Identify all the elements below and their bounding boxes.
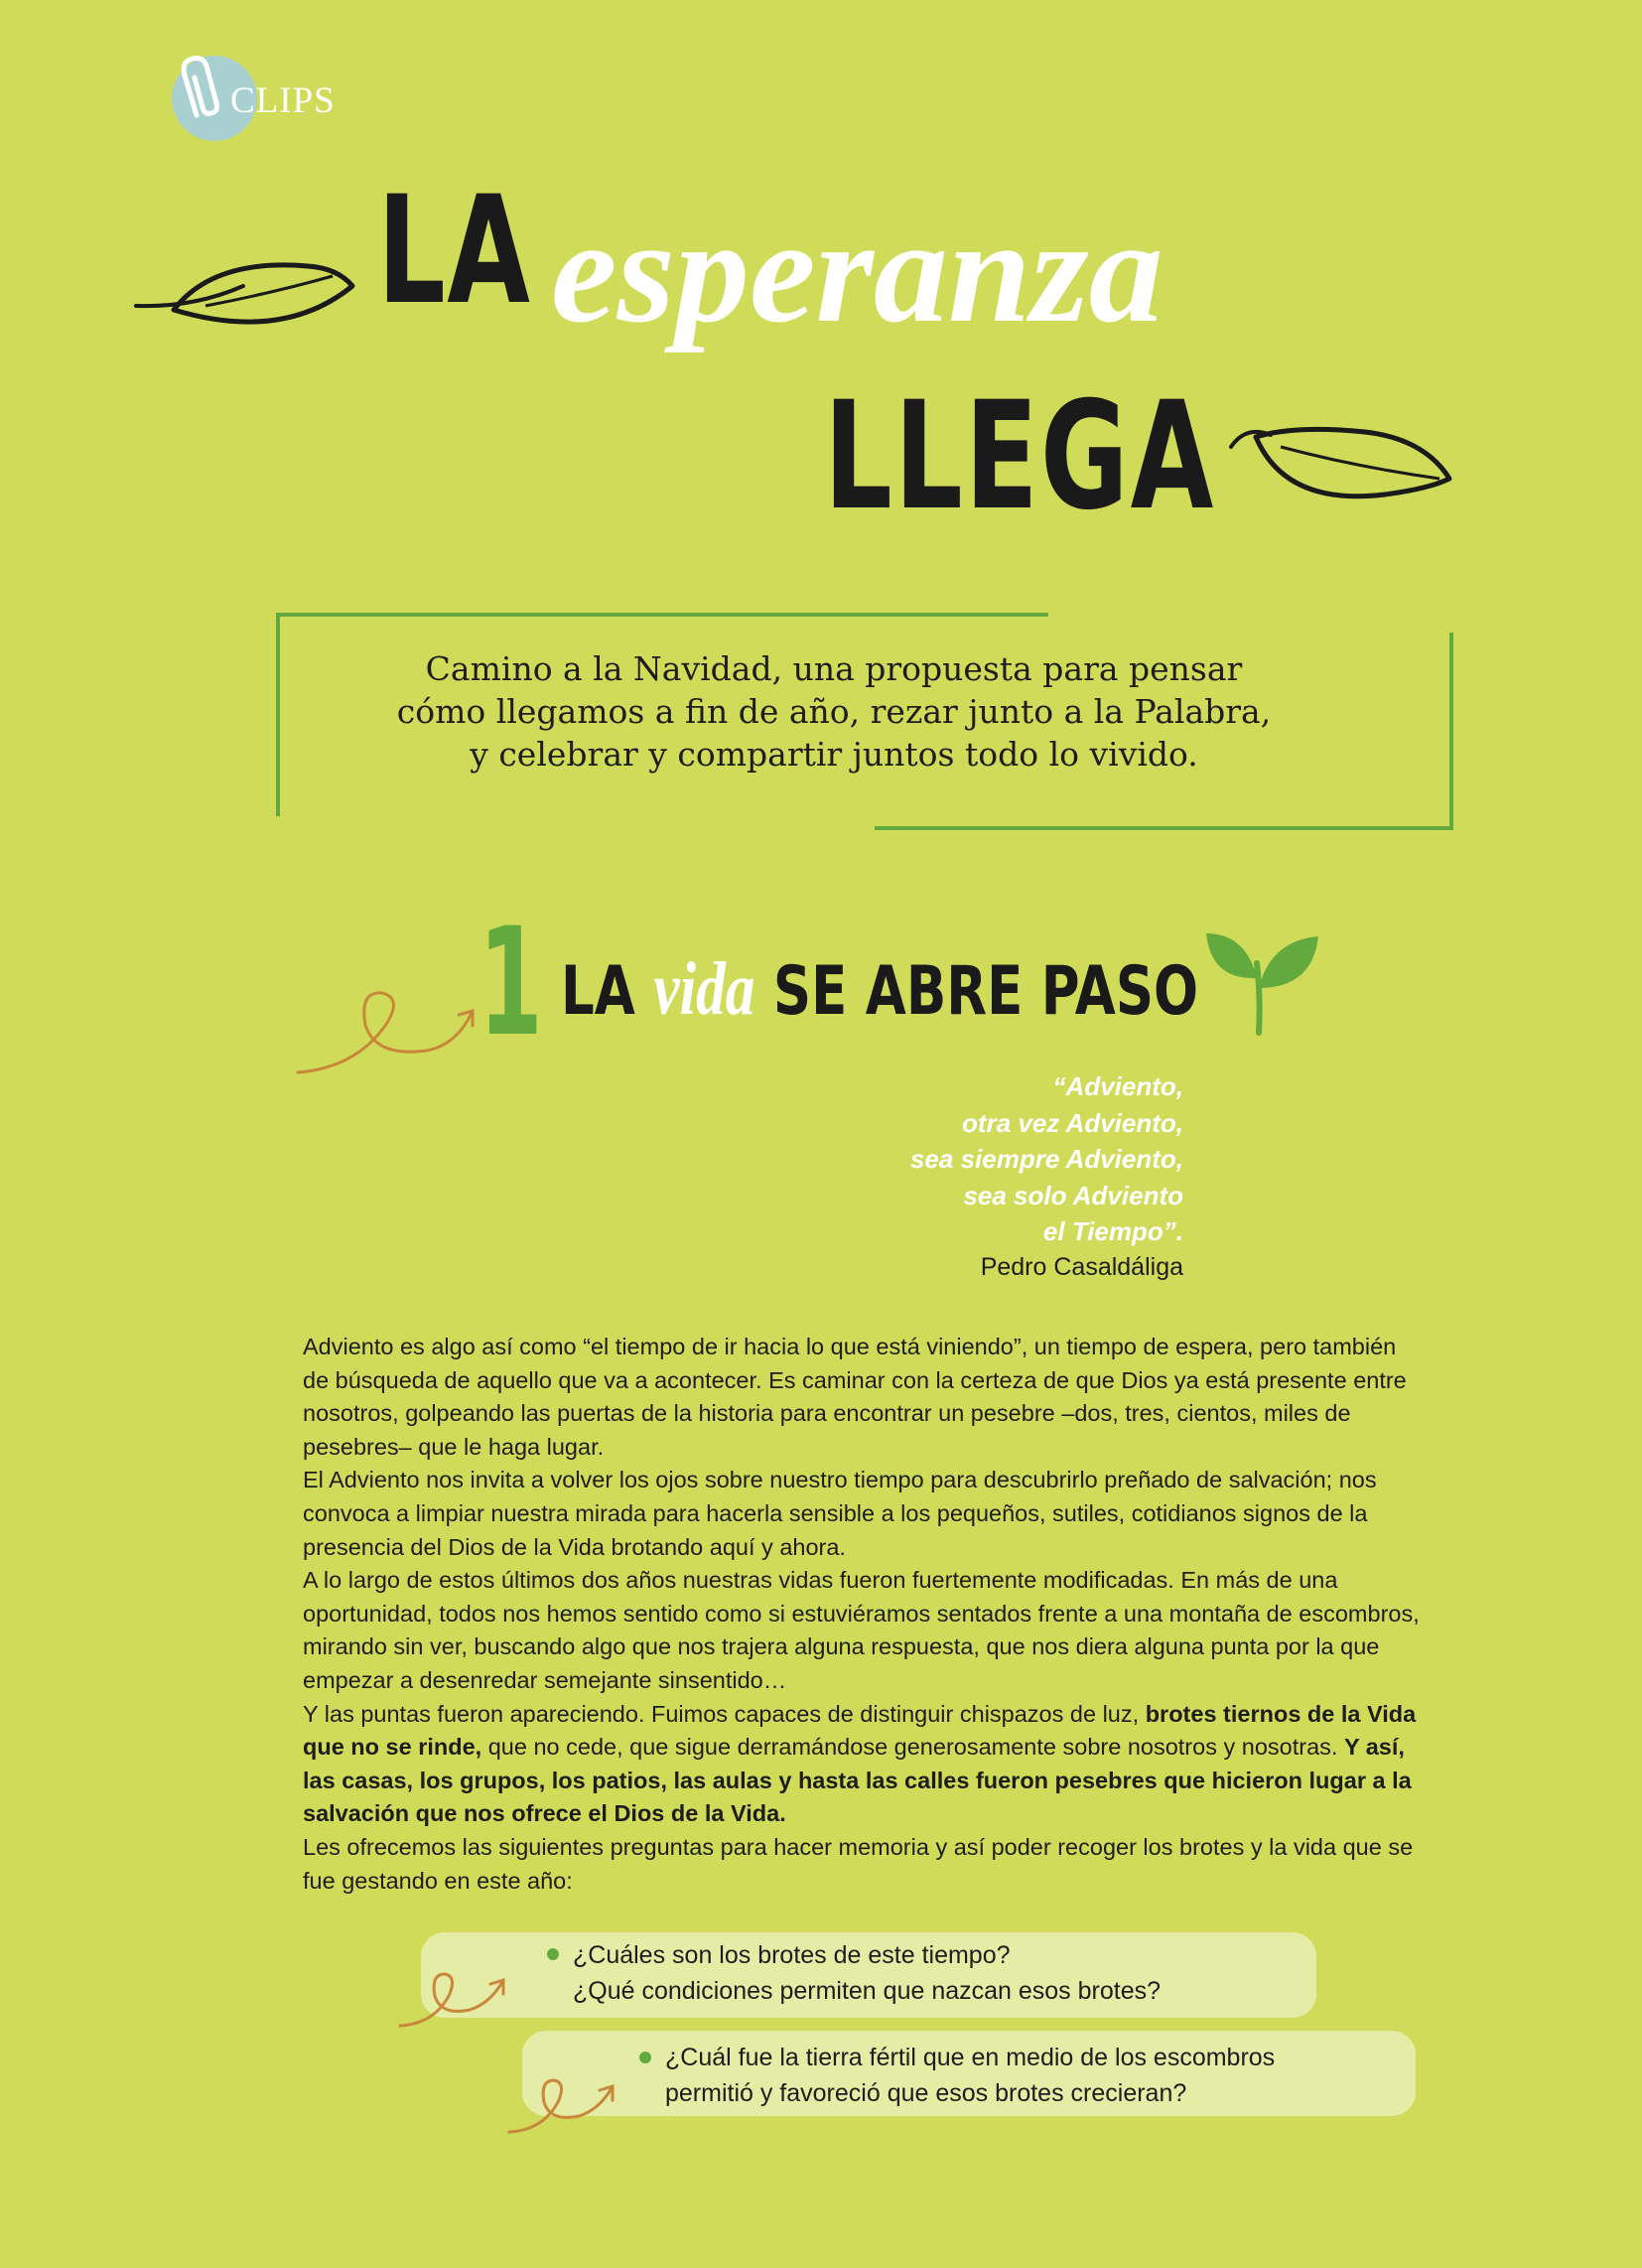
quote-author: Pedro Casaldáliga (980, 1253, 1183, 1281)
section-title (561, 947, 1199, 1031)
swirl-arrow-icon (395, 1954, 509, 2034)
intro-text (338, 647, 1330, 776)
body-text-run: que no cede, que sigue derramándose generosamente sobre nosotros y nosotras. (481, 1734, 1344, 1761)
body-bold-run: Y así, las casas, los grupos, los patios, las aulas y hasta las calles fueron pesebres que hicieron lugar a la salvación que nos ofrece el Dios de la Vida. (303, 1734, 1412, 1827)
swirl-arrow-icon (504, 2060, 618, 2140)
body-paragraph: El Adviento nos invita a volver los ojos sobre nuestro tiempo para descubrirlo preñado de salvación; nos convoca a limpiar nuestra mirada para hacerla sensible a los pequeños, sutiles, cotidianos signos de la presencia del Dios de la Vida brotando aquí y ahora. (303, 1467, 1377, 1560)
intro-line: Camino a la Navidad, una propuesta para pensar (425, 649, 1243, 688)
quote-line: sea siempre Adviento, (909, 1144, 1183, 1174)
body-paragraph: Les ofrecemos las siguientes preguntas para hacer memoria y así poder recoger los brotes y la vida que se fue gestando en este año: (303, 1833, 1414, 1894)
question-2 (665, 2040, 1400, 2111)
quote (794, 1068, 1183, 1250)
body-text (303, 1331, 1420, 1898)
body-bold-run: brotes tiernos de la Vida que no se rinde, (303, 1700, 1417, 1761)
question-line: ¿Cuáles son los brotes de este tiempo? (573, 1941, 1011, 1969)
question-line: ¿Cuál fue la tierra fértil que en medio de los escombros (665, 2044, 1276, 2071)
intro-line: y celebrar y compartir juntos todo lo vivido. (470, 735, 1198, 774)
body-paragraph: Adviento es algo así como “el tiempo de ir hacia lo que está viniendo”, un tiempo de espera, pero también de búsqueda de aquello que va a acontecer. Es caminar con la certeza de que Dios ya está presente entre nosotros, golpeando las puertas de la historia para encontrar un pesebre –dos, tres, cientos, miles de pesebres– que le haga lugar. (303, 1334, 1407, 1460)
intro-line: cómo llegamos a fin de año, rezar junto a la Palabra, (396, 692, 1272, 731)
section-number: 1 (479, 897, 543, 1069)
title-llega: LLEGA (824, 370, 1216, 543)
section-title-rest: SE ABRE PASO (772, 952, 1199, 1031)
paperclip-icon (177, 56, 236, 125)
swirl-arrow-icon (288, 963, 486, 1082)
quote-line: “Adviento, (1052, 1071, 1183, 1101)
quote-line: sea solo Adviento (963, 1180, 1183, 1210)
sprout-icon (1201, 919, 1320, 1038)
title-esperanza: esperanza (551, 189, 1163, 354)
title-la: LA (377, 165, 532, 338)
logo-text: CLIPS (230, 80, 336, 121)
section-title-la: LA (561, 952, 635, 1031)
body-paragraph: A lo largo de estos últimos dos años nuestras vidas fueron fuertemente modificadas. En más de una oportunidad, todos nos hemos sentido como si estuviéramos sentados frente a una montaña de escombros, mirando sin ver, buscando algo que nos trajera alguna respuesta, que nos diera alguna punta por la que empezar a desenredar semejante sinsentido… (303, 1567, 1420, 1693)
quote-line: otra vez Adviento, (962, 1107, 1183, 1138)
question-line: ¿Qué condiciones permiten que nazcan esos brotes? (573, 1977, 1162, 2005)
body-text-run: Y las puntas fueron apareciendo. Fuimos capaces de distinguir chispazos de luz, (303, 1700, 1146, 1727)
bullet-icon (639, 2052, 651, 2063)
leaf-icon (1226, 417, 1454, 511)
body-paragraph (303, 1698, 1420, 1831)
quote-line: el Tiempo”. (1042, 1216, 1183, 1246)
bullet-icon (547, 1948, 559, 1960)
leaf-icon (134, 248, 357, 338)
question-line: permitió y favoreció que esos brotes crecieran? (665, 2079, 1187, 2107)
section-title-vida: vida (653, 947, 755, 1031)
question-1 (573, 1937, 1307, 2009)
